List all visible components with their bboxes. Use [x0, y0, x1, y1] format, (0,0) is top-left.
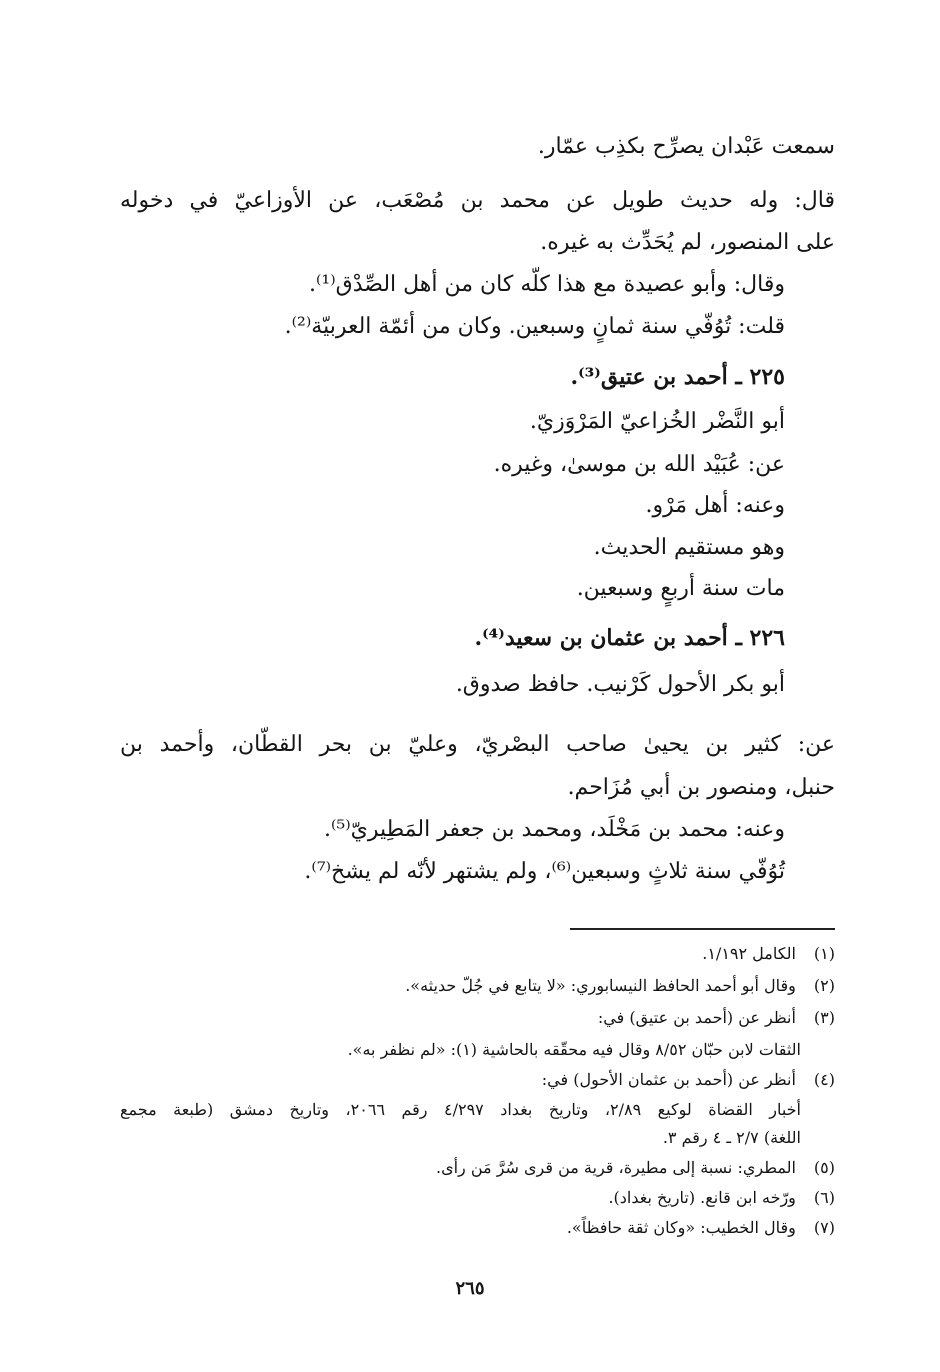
page-number: ٢٦٥ — [455, 1278, 485, 1299]
footnote — [120, 1156, 835, 1180]
body-line: عن: كثير بن يحيىٰ صاحب البصْريّ، وعليّ بن بحر القطّان، وأحمد بن — [120, 732, 835, 757]
footnote-number: (٣) — [813, 1008, 835, 1027]
footnote-number: (٤) — [813, 1070, 835, 1089]
footnote-text: الكامل ١/١٩٢. — [702, 944, 796, 963]
body-line: وعنه: أهل مَرْو. — [645, 493, 785, 518]
footnote — [120, 942, 835, 966]
footnote-text: ورّخه ابن قانع. (تاريخ بغداد). — [608, 1188, 796, 1207]
footnote-continuation: اللغة) ٢/٧ ـ ٤ رقم ٣. — [662, 1128, 801, 1147]
footnote — [120, 1068, 835, 1092]
footnote-continuation: أخبار القضاة لوكيع ٢/٨٩، وتاريخ بغداد ٤/٢٩٧ رقم ٢٠٦٦، وتاريخ دمشق (طبعة مجمع — [120, 1100, 802, 1119]
footnote-number: (٧) — [813, 1218, 835, 1237]
body-line: سمعت عَبْدان يصرِّح بكذِب عمّار. — [537, 134, 835, 159]
footnote-number: (٦) — [813, 1188, 835, 1207]
footnote-separator — [570, 928, 835, 930]
body-line: حنبل، ومنصور بن أبي مُزَاحم. — [567, 775, 835, 800]
body-line: عن: عُبَيْد الله بن موسىٰ، وغيره. — [493, 452, 785, 477]
footnote-number: (٥) — [813, 1158, 835, 1177]
footnote-continuation: الثقات لابن حبّان ٨/٥٢ وقال فيه محقّقه بالحاشية (١): «لم نظفر به». — [347, 1040, 801, 1059]
footnote — [120, 1006, 835, 1030]
body-line: وهو مستقيم الحديث. — [593, 535, 785, 560]
footnote-text: المطري: نسبة إلى مطيرة، قرية من قرى سُرَّ مَن رأى. — [435, 1158, 796, 1177]
footnote — [120, 1216, 835, 1240]
body-line: وقال: وأبو عصيدة مع هذا كلّه كان من أهل الصِّدْق⁽¹⁾. — [308, 272, 785, 297]
body-line: قال: وله حديث طويل عن محمد بن مُصْعَب، عن الأوزاعيّ في دخوله — [120, 188, 835, 213]
body-line: أبو النَّضْر الخُزاعيّ المَرْوَزيّ. — [529, 409, 785, 434]
body-line: قلت: تُوُفّي سنة ثمانٍ وسبعين. وكان من أئمّة العربيّة⁽²⁾. — [284, 314, 785, 339]
footnote-number: (٢) — [813, 976, 835, 995]
footnote — [120, 974, 835, 998]
body-line: مات سنة أربعٍ وسبعين. — [576, 576, 785, 601]
body-line: وعنه: محمد بن مَخْلَد، ومحمد بن جعفر المَطِيريّ⁽⁵⁾. — [323, 817, 785, 842]
footnote-text: وقال الخطيب: «وكان ثقة حافظاً». — [566, 1218, 796, 1237]
footnote-text: أنظر عن (أحمد بن عثمان الأحول) في: — [541, 1070, 796, 1089]
body-line: أبو بكر الأحول كَرْنيب. حافظ صدوق. — [455, 672, 785, 697]
entry-heading: ٢٢٦ ـ أحمد بن عثمان بن سعيد⁽⁴⁾. — [474, 625, 785, 651]
entry-heading: ٢٢٥ ـ أحمد بن عتيق⁽³⁾. — [570, 364, 785, 390]
body-line: تُوُفّي سنة ثلاثٍ وسبعين⁽⁶⁾، ولم يشتهر لأنّه لم يشخ⁽⁷⁾. — [304, 859, 785, 884]
footnote — [120, 1186, 835, 1210]
footnote-text: وقال أبو أحمد الحافظ النيسابوري: «لا يتابع في جُلّ حديثه». — [405, 976, 796, 995]
footnote-text: أنظر عن (أحمد بن عتيق) في: — [597, 1008, 796, 1027]
body-line: على المنصور، لم يُحَدِّث به غيره. — [540, 230, 835, 255]
footnote-number: (١) — [813, 944, 835, 963]
